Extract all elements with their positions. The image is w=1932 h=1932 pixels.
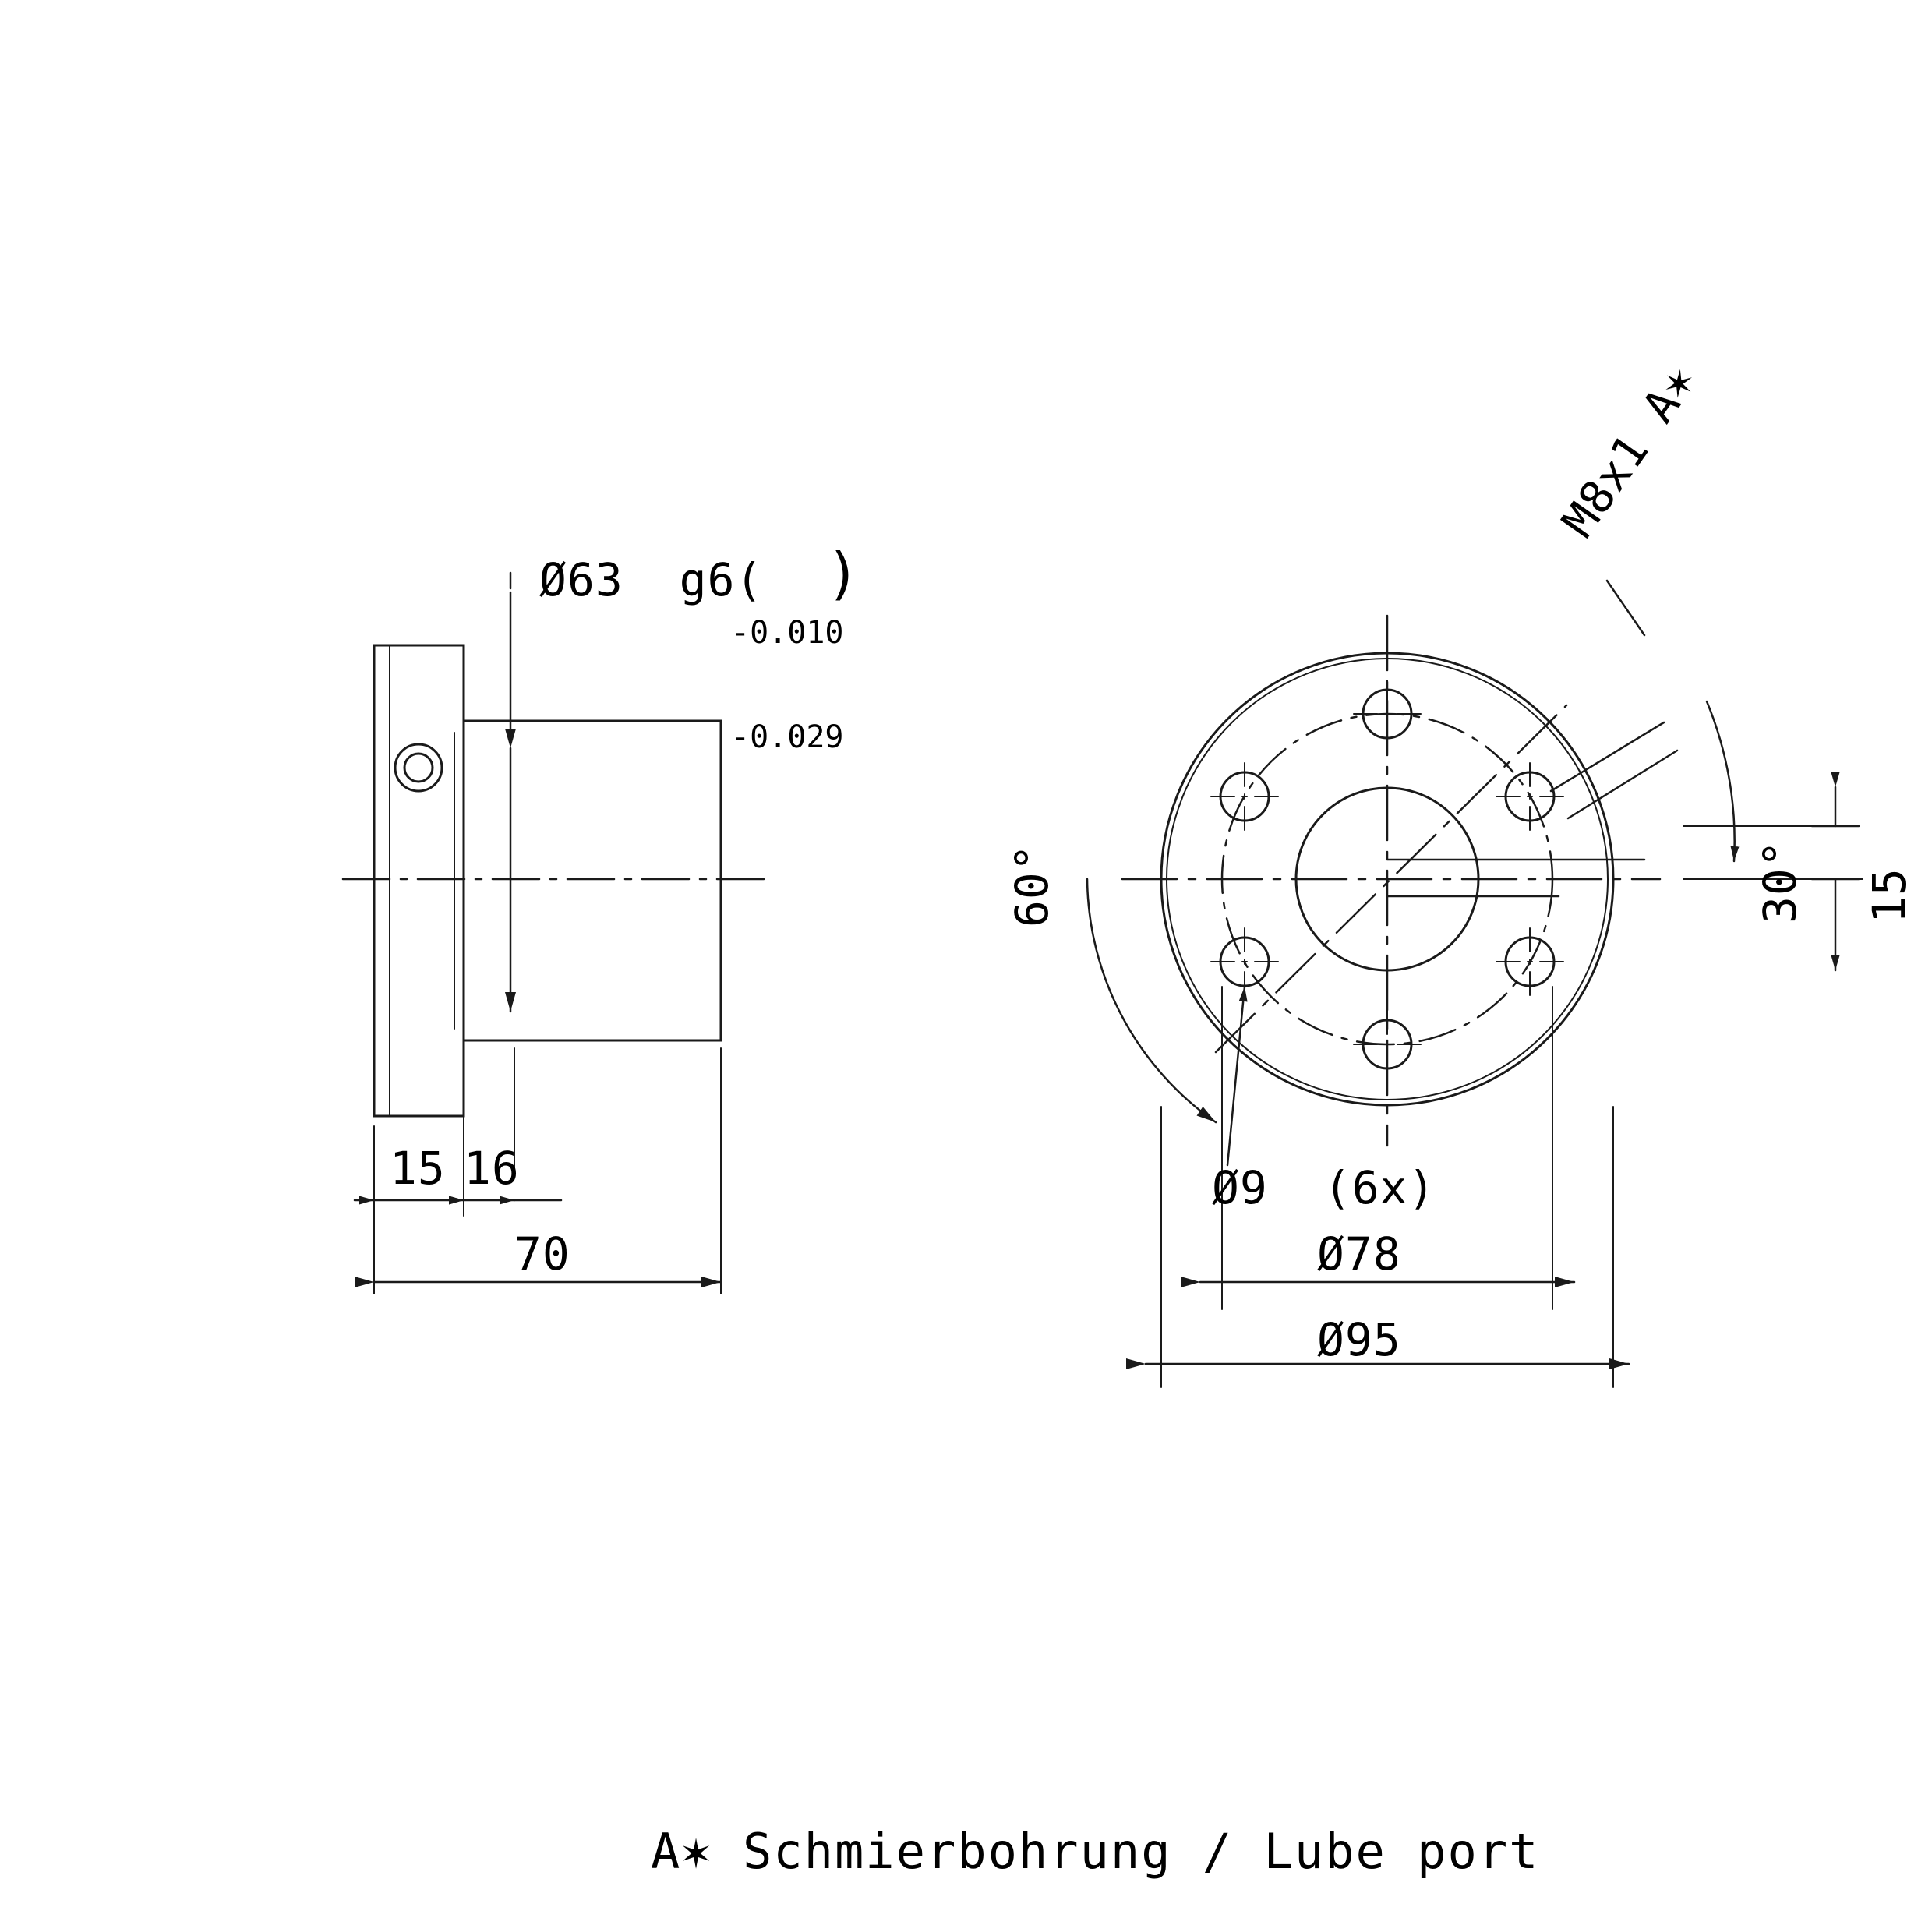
front-centerlines <box>1122 616 1660 1146</box>
dim-label-m8x1: M8x1 A✶ <box>1551 355 1708 547</box>
dim-15-front-arrows <box>1812 787 1859 970</box>
drawing-caption: A✶ Schmierbohrung / Lube port <box>651 1823 1540 1880</box>
front-arc-30 <box>1707 701 1735 861</box>
tolerance-upper: -0.010 <box>731 614 844 651</box>
dim-tolerance-paren-close: ) <box>826 541 860 606</box>
side-lube-port <box>395 744 442 791</box>
dim-label-offset-15: 15 <box>1863 867 1916 924</box>
leader-hole-9 <box>1227 987 1245 1165</box>
dim-label-angle-60: 60° <box>1005 843 1058 927</box>
tolerance-lower: -0.029 <box>731 719 844 755</box>
leader-m8 <box>1607 581 1644 635</box>
side-hub-outline <box>454 721 721 1040</box>
dim-label-step-16: 16 <box>464 1142 520 1195</box>
dim-label-flange-15: 15 <box>390 1142 446 1195</box>
dim-label-hole-9: Ø9 (6x) <box>1212 1161 1436 1214</box>
dim-label-outer-95: Ø95 <box>1317 1313 1401 1366</box>
dim-label-bore-63: Ø63 g6( <box>539 553 764 606</box>
dim-label-angle-30: 30° <box>1754 839 1807 924</box>
side-flange-outline <box>374 645 464 1116</box>
dim-label-bolt-circle-78: Ø78 <box>1317 1227 1401 1280</box>
dim-label-total-70: 70 <box>514 1227 570 1280</box>
front-lube-port-channel <box>1387 722 1677 896</box>
